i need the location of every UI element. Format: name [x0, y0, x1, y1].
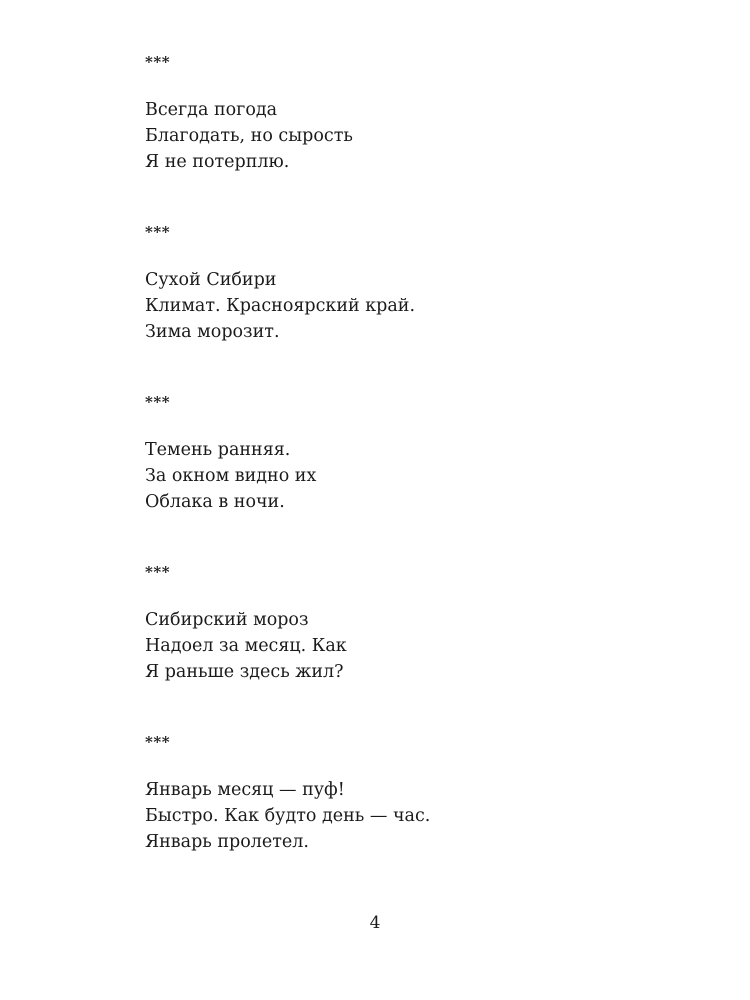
poem-1 — [145, 52, 625, 222]
page-number: 4 — [369, 913, 381, 933]
poem-5 — [145, 732, 625, 902]
poem-line: Сухой Сибири — [145, 270, 277, 290]
poem-line: Облака в ночи. — [145, 492, 285, 512]
poem-line: Всегда погода — [145, 100, 278, 120]
poem-line: Быстро. Как будто день — час. — [145, 806, 431, 826]
poem-line: Сибирский мороз — [145, 610, 309, 630]
poem-line: Благодать, но сырость — [145, 126, 353, 146]
poem-separator: *** — [145, 223, 171, 241]
poem-line: Зима морозит. — [145, 322, 280, 342]
poem-line: Я не потерплю. — [145, 152, 290, 172]
poem-separator: *** — [145, 393, 171, 411]
poem-4 — [145, 562, 625, 732]
poem-page — [145, 52, 625, 902]
poem-line: Январь месяц — пуф! — [145, 780, 345, 800]
poem-line: Январь пролетел. — [145, 832, 309, 852]
poem-separator: *** — [145, 53, 171, 71]
poem-line: За окном видно их — [145, 466, 317, 486]
poem-line: Надоел за месяц. Как — [145, 636, 347, 656]
poem-line: Темень ранняя. — [145, 440, 291, 460]
poem-2 — [145, 222, 625, 392]
poem-separator: *** — [145, 733, 171, 751]
poem-separator: *** — [145, 563, 171, 581]
poem-3 — [145, 392, 625, 562]
poem-line: Я раньше здесь жил? — [145, 662, 344, 682]
poem-line: Климат. Красноярский край. — [145, 296, 416, 316]
